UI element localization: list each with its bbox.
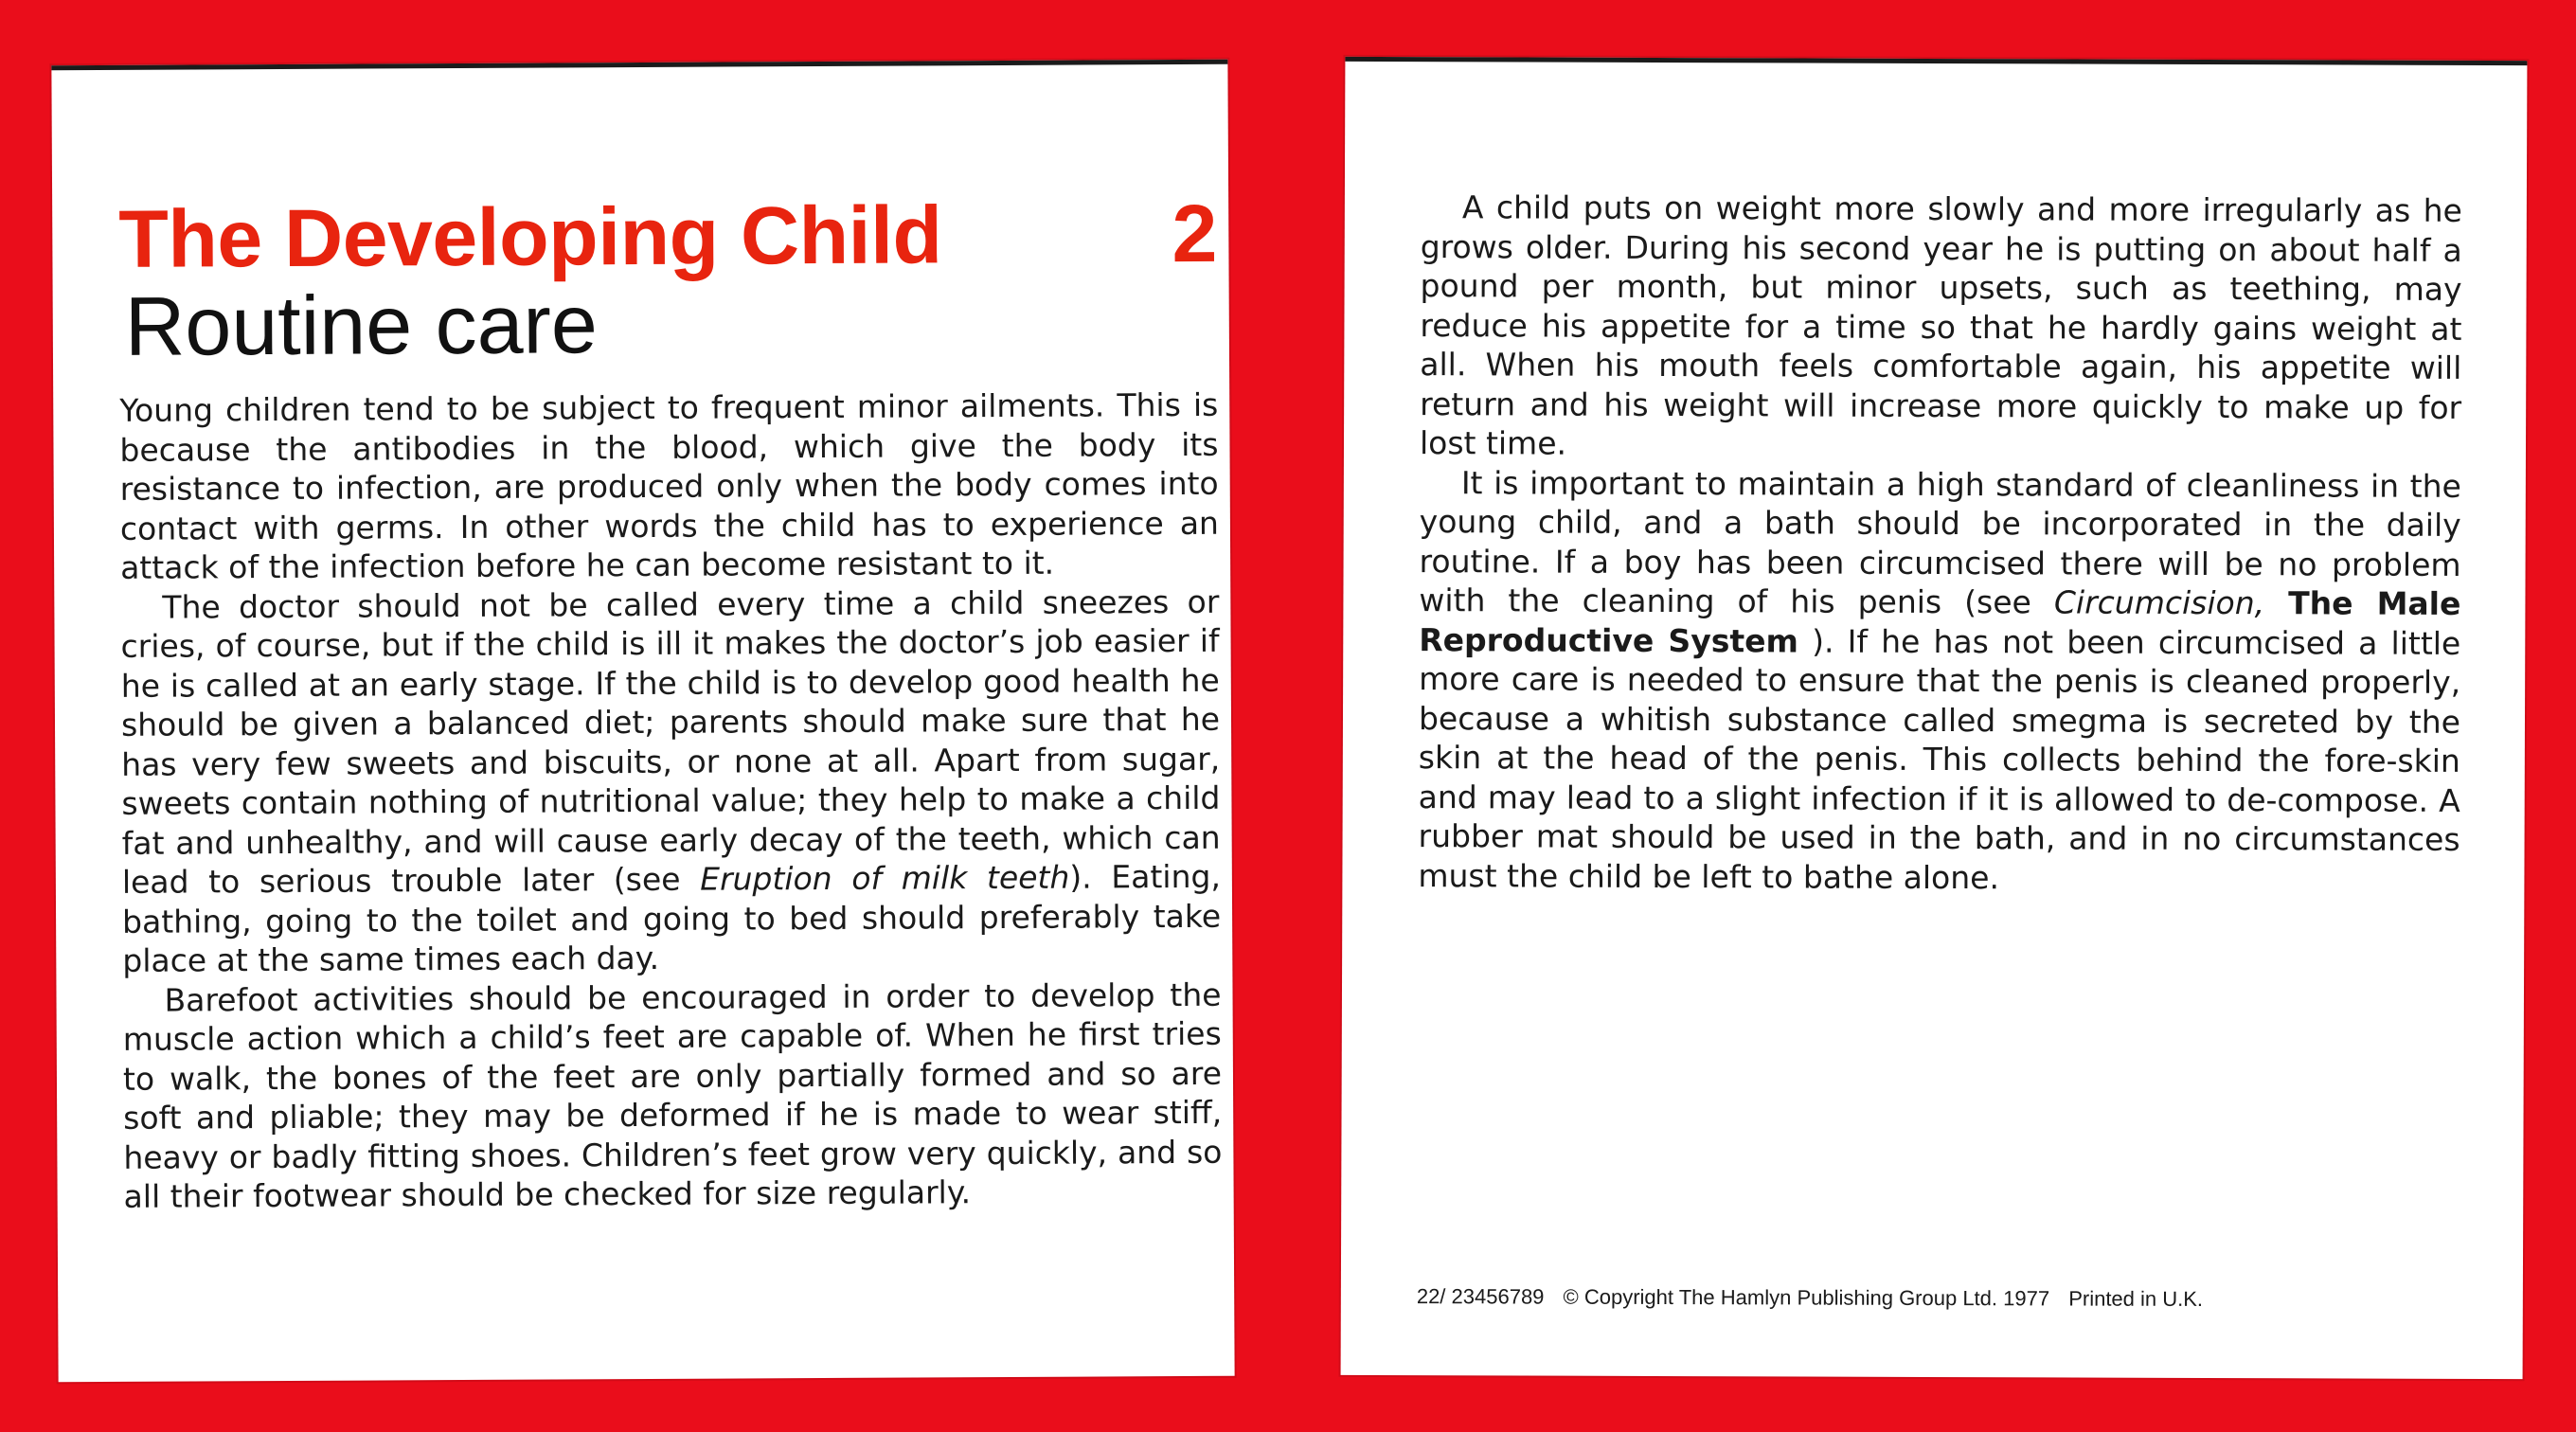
card-top-edge <box>1345 57 2527 65</box>
card-title: The Developing Child <box>118 189 942 285</box>
italic-reference: Circumcision, <box>2053 583 2265 622</box>
copyright-notice: © Copyright The Hamlyn Publishing Group Ltd. 1977 <box>1563 1284 2050 1311</box>
title-row <box>118 188 1217 285</box>
right-card <box>1341 57 2528 1379</box>
left-body-text <box>119 385 1223 1217</box>
paragraph: A child puts on weight more slowly and more irregularly as he grows older. During his second year he is putting on about half a pound per month, but minor upsets, such as teething, may reduce his appetite for a time so that he hardly gains weight at all. When his mouth feels comfortable again, his appetite will return and his weight will increase more quickly to make up for lost time. <box>1419 188 2462 462</box>
paragraph-text: ). If he has not been circumcised a little more care is needed to ensure that the penis is cleaned properly, because a whitish substance called smegma is secreted by the skin at the head of the penis. This collects behind the fore-skin and may lead to a slight infection if it is allowed to de-compose. A rubber mat should be used in the bath, and in no circumstances must the child be left to bathe alone. <box>1418 622 2461 896</box>
paragraph <box>1418 463 2461 899</box>
card-top-edge <box>51 60 1227 71</box>
printed-in: Printed in U.K. <box>2068 1286 2204 1311</box>
paragraph: Young children tend to be subject to frequent minor ailments. This is because the antibodies in the blood, which give the body its resistance to infection, are produced only when the body comes into contact with germs. In other words the child has to experience an attack of the infection before he can become resistant to it. <box>119 385 1220 586</box>
card-footer <box>1417 1284 2478 1313</box>
bold-reference: The Male Reproductive System <box>1419 584 2461 659</box>
italic-reference: Eruption of milk teeth <box>700 858 1070 898</box>
right-body-text <box>1418 188 2462 899</box>
card-number: 2 <box>1172 188 1218 280</box>
paragraph-text: The doctor should not be called every time a child sneezes or cries, of course, but if the child is ill it makes the doctor’s job easier if he is called at an early stage. If the child is to develop good health he should be given a balanced diet; parents should make sure that he has very few sweets and biscuits, or none at all. Apart from sugar, sweets contain nothing of nutritional value; they help to make a child fat and unhealthy, and will cause early decay of the teeth, which can lead to serious trouble later (see <box>120 582 1221 901</box>
left-card <box>51 60 1234 1382</box>
card-subtitle: Routine care <box>124 277 599 373</box>
paragraph-text: It is important to maintain a high standard of cleanliness in the young child, and a bath should be incorporated in the daily routine. If a boy has been circumcised there will be no problem with the cleaning of his penis (see <box>1419 463 2461 621</box>
paragraph: Barefoot activities should be encouraged in order to develop the muscle action which a child’s feet are capable of. When he first tries to walk, the bones of the feet are only partially formed and so are soft and pliable; they may be deformed if he is made to wear stiff, heavy or badly fitting shoes. Children’s feet grow very quickly, and so all their footwear should be checked for size regularly. <box>122 976 1223 1215</box>
paragraph-text: ). Eating, bathing, going to the toilet and going to bed should preferably take place at the same times each day. <box>121 857 1222 979</box>
paragraph <box>120 582 1221 980</box>
card-code: 22/ 23456789 <box>1416 1284 1545 1309</box>
